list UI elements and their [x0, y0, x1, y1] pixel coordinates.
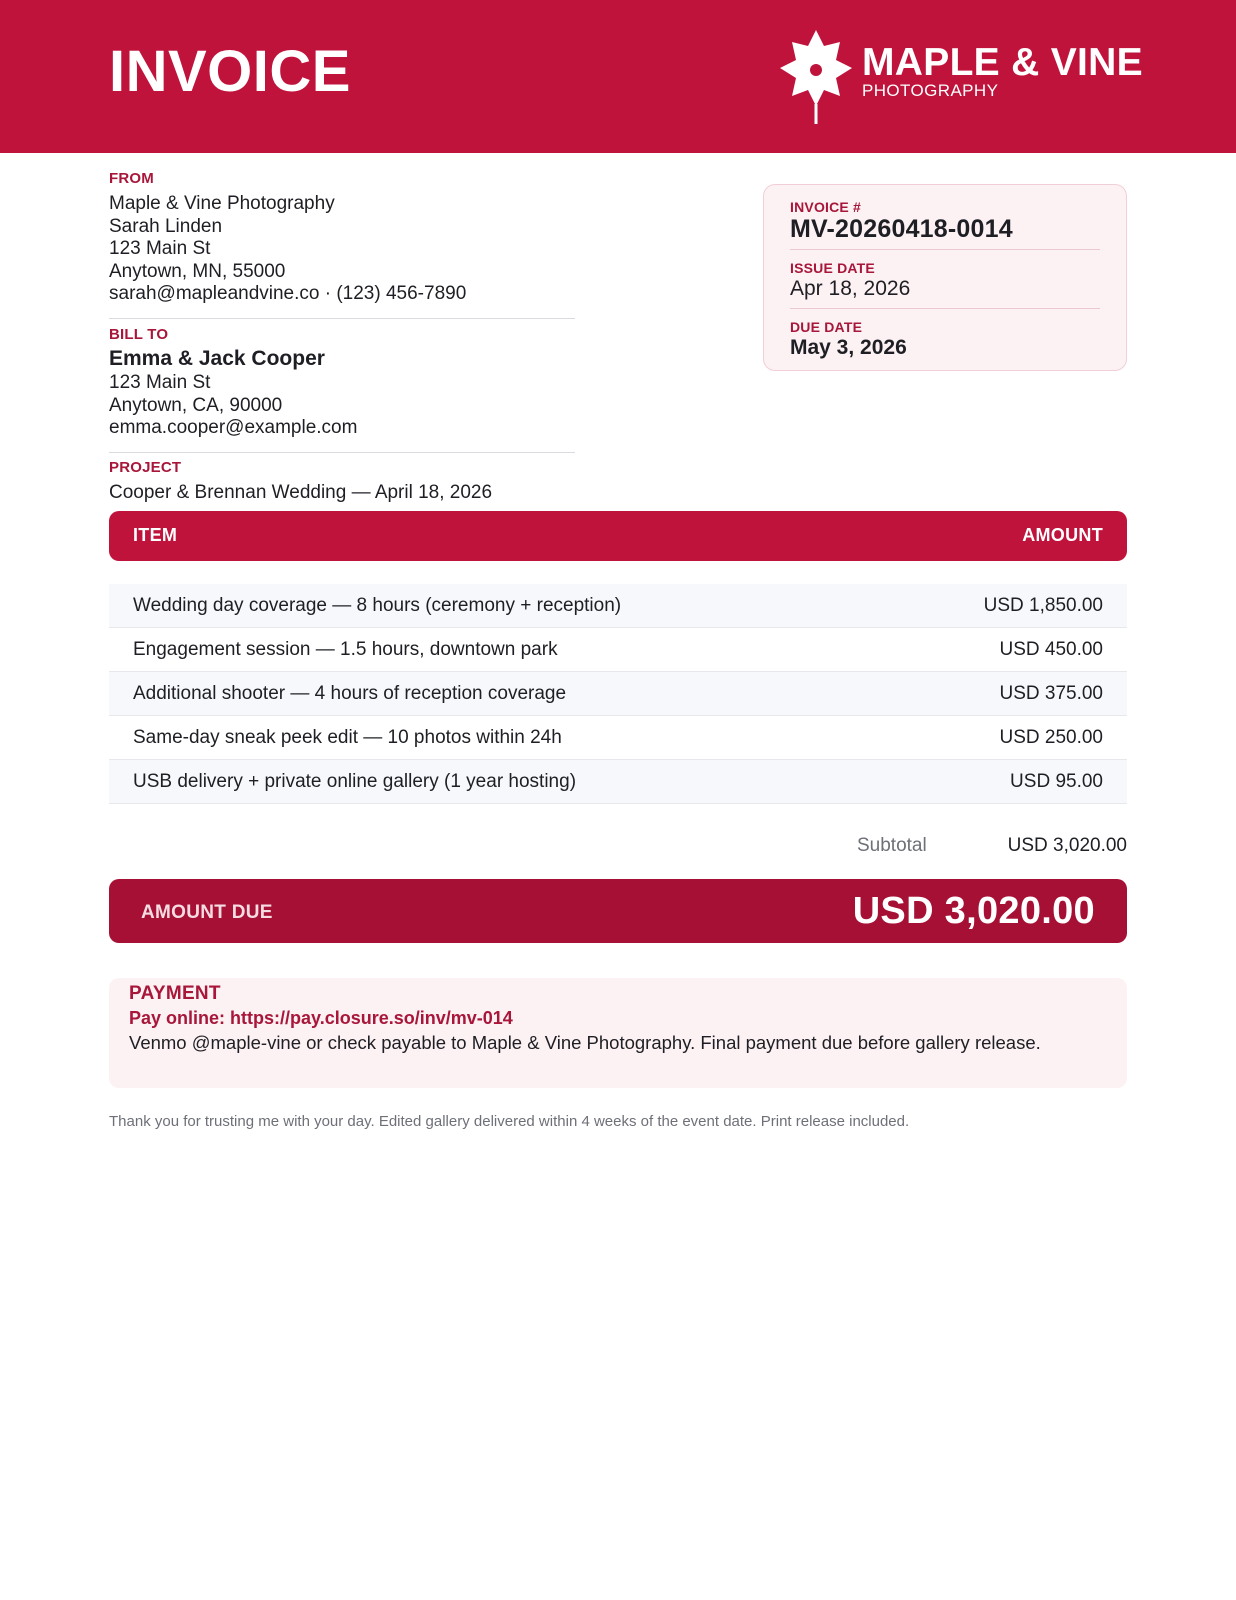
- table-row: [109, 584, 1127, 628]
- item-amount: USD 375.00: [999, 683, 1103, 704]
- payment-link[interactable]: Pay online: https://pay.closure.so/inv/mv-014: [129, 1008, 513, 1028]
- meta-divider: [790, 249, 1100, 250]
- table-row: [109, 716, 1127, 760]
- table-row: [109, 760, 1127, 804]
- from-contact: Sarah Linden: [109, 215, 223, 237]
- payment-title: PAYMENT: [129, 983, 221, 1004]
- item-description: Wedding day coverage — 8 hours (ceremony + reception): [133, 595, 622, 616]
- project-section: [109, 459, 709, 505]
- table-row: [109, 672, 1127, 716]
- invoice-meta-card: [763, 184, 1127, 371]
- from-company: Maple & Vine Photography: [109, 193, 335, 214]
- item-description: Same-day sneak peek edit — 10 photos within 24h: [133, 727, 562, 748]
- subtotal-label: Subtotal: [857, 835, 927, 856]
- payment-section: [109, 978, 1127, 1088]
- project-value: Cooper & Brennan Wedding — April 18, 2026: [109, 482, 493, 503]
- item-description: Engagement session — 1.5 hours, downtown park: [133, 639, 558, 660]
- issue-date-label: ISSUE DATE: [790, 260, 875, 276]
- table-row: [109, 628, 1127, 672]
- brand-subtitle: PHOTOGRAPHY: [862, 81, 999, 100]
- amount-column-header: AMOUNT: [1022, 525, 1103, 545]
- from-email-phone: sarah@mapleandvine.co · (123) 456-7890: [109, 283, 467, 304]
- client-email: emma.cooper@example.com: [109, 417, 358, 438]
- item-description: USB delivery + private online gallery (1 year hosting): [133, 771, 577, 792]
- payment-note: Venmo @maple-vine or check payable to Maple & Vine Photography. Final payment due before gallery release.: [129, 1032, 1041, 1053]
- from-city: Anytown, MN, 55000: [109, 260, 286, 282]
- line-items-header: [109, 511, 1127, 561]
- amount-due-label: AMOUNT DUE: [141, 902, 273, 923]
- item-amount: USD 450.00: [999, 639, 1103, 660]
- item-description: Additional shooter — 4 hours of reception coverage: [133, 683, 567, 704]
- item-amount: USD 250.00: [999, 727, 1103, 748]
- client-name: Emma & Jack Cooper: [109, 347, 325, 370]
- invoice-title: INVOICE: [109, 39, 351, 104]
- divider: [109, 318, 575, 319]
- subtotal-value: USD 3,020.00: [1007, 835, 1127, 856]
- from-label: FROM: [109, 170, 154, 187]
- from-street: 123 Main St: [109, 238, 211, 259]
- amount-due-bar: [109, 879, 1127, 943]
- bill-to-label: BILL TO: [109, 326, 169, 343]
- invoice-header: [0, 0, 1236, 153]
- amount-due-value: USD 3,020.00: [852, 890, 1095, 932]
- client-city: Anytown, CA, 90000: [109, 394, 283, 416]
- line-items: [109, 584, 1127, 804]
- due-date-label: DUE DATE: [790, 319, 863, 335]
- project-label: PROJECT: [109, 459, 182, 476]
- item-amount: USD 1,850.00: [983, 595, 1103, 616]
- footer-note: Thank you for trusting me with your day. Edited gallery delivered within 4 weeks of the event date. Print release included.: [109, 1113, 910, 1130]
- brand-name: MAPLE & VINE: [862, 41, 1143, 84]
- invoice-number: MV-20260418-0014: [790, 215, 1013, 243]
- issue-date: Apr 18, 2026: [790, 277, 911, 300]
- from-section: [109, 170, 575, 306]
- maple-leaf-star-icon: [780, 30, 852, 124]
- meta-divider: [790, 308, 1100, 309]
- invoice-number-label: INVOICE #: [790, 199, 862, 215]
- due-date: May 3, 2026: [790, 336, 907, 359]
- client-street: 123 Main St: [109, 372, 211, 393]
- divider: [109, 452, 575, 453]
- item-column-header: ITEM: [133, 525, 178, 545]
- bill-to-section: [109, 326, 575, 440]
- item-amount: USD 95.00: [1010, 771, 1103, 792]
